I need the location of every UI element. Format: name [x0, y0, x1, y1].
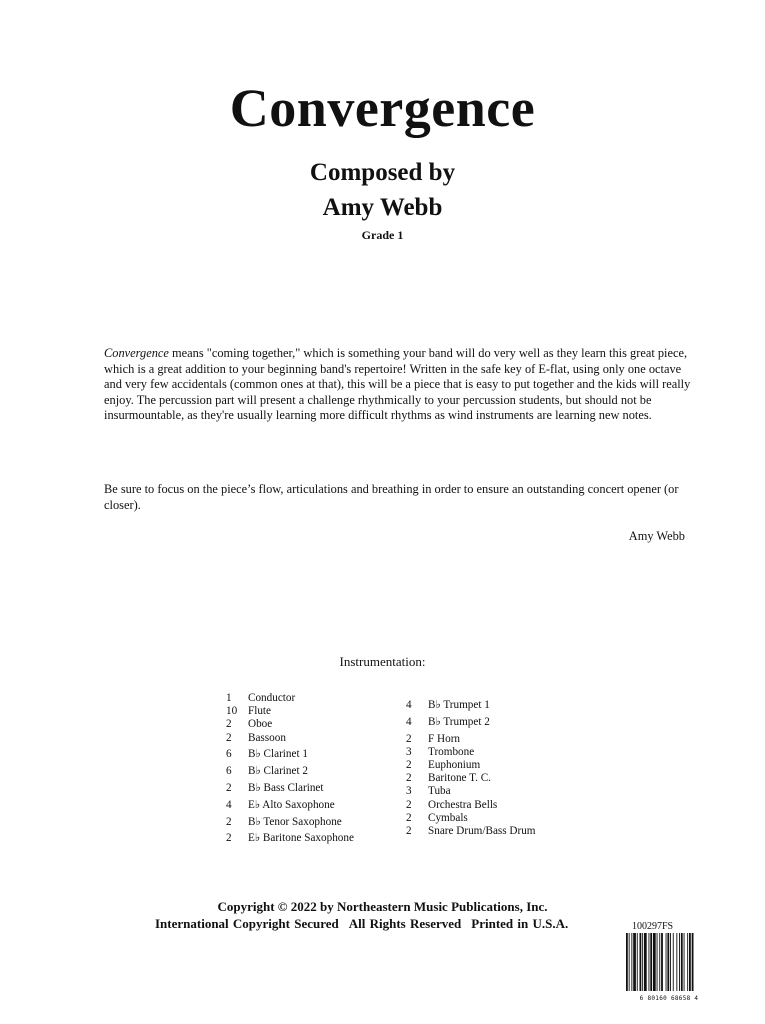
piece-title-italic: Convergence — [104, 346, 169, 360]
instrument-name: E♭ Baritone Saxophone — [248, 832, 354, 845]
instrument-quantity: 10 — [226, 705, 238, 718]
instrument-row — [406, 733, 536, 746]
instrument-row — [406, 772, 536, 785]
copyright-secured: International Copyright Secured — [155, 916, 339, 931]
instrumentation-list-right — [406, 699, 536, 838]
instrument-row — [226, 718, 354, 731]
barcode-digits: 6 80160 68658 4 — [639, 995, 699, 1002]
instrument-name: Conductor — [248, 692, 296, 704]
instrument-name: Orchestra Bells — [428, 798, 498, 811]
instrument-row — [406, 699, 536, 712]
instrument-quantity: 4 — [406, 715, 412, 728]
instrument-row — [226, 832, 354, 845]
instrument-name: Tuba — [428, 785, 451, 798]
page-title: Convergence — [229, 78, 536, 138]
composed-by-label: Composed by — [309, 159, 456, 186]
instrument-quantity: 2 — [406, 732, 412, 745]
instrument-row — [226, 692, 354, 705]
performance-notes-paragraph: Be sure to focus on the piece’s flow, articulations and breathing in order to ensure an outstanding concert opener (or closer). — [104, 482, 679, 512]
instrument-name: Baritone T. C. — [428, 772, 491, 785]
description-text: means "coming together," which is something your band will do very well as they learn this great piece, which is a great addition to your beginning band's repertoire! Written in the safe key of E-flat, using only one octave and very few accidentals (common ones at that), this will be a piece that is easy to put together and the kids will really enjoy. The percussion part will present a challenge rhythmically to your percussion students, but should not be insurmountable, as they're usually learning more difficult rhythms as wind instruments are learning new notes. — [104, 346, 691, 423]
instrument-quantity: 1 — [226, 692, 232, 704]
instrumentation-list-left — [226, 692, 354, 846]
instrument-quantity: 6 — [226, 765, 232, 778]
instrument-quantity: 4 — [406, 699, 412, 711]
instrument-row — [406, 799, 536, 812]
instrument-name: B♭ Tenor Saxophone — [248, 815, 342, 828]
instrument-row — [226, 816, 354, 829]
grade-level: Grade 1 — [361, 228, 404, 242]
instrument-quantity: 2 — [406, 811, 412, 824]
instrument-quantity: 2 — [226, 782, 232, 794]
composer-name: Amy Webb — [322, 194, 443, 221]
instrument-row — [406, 759, 536, 772]
instrument-row — [406, 716, 536, 729]
instrument-name: Bassoon — [248, 731, 286, 744]
instrument-quantity: 2 — [226, 832, 232, 845]
instrument-name: Trombone — [428, 745, 475, 758]
instrument-name: Cymbals — [428, 811, 468, 824]
instrument-row — [406, 825, 536, 838]
instrument-quantity: 6 — [226, 748, 232, 761]
instrument-name: B♭ Trumpet 1 — [428, 699, 490, 711]
instrument-name: B♭ Clarinet 1 — [248, 748, 308, 761]
rights-reserved: All Rights Reserved — [348, 916, 462, 931]
barcode-icon — [624, 933, 714, 993]
instrument-quantity: 4 — [226, 798, 232, 811]
instrument-name: Oboe — [248, 718, 273, 731]
instrument-row — [406, 746, 536, 759]
instrument-name: Euphonium — [428, 759, 481, 771]
signature: Amy Webb — [628, 529, 685, 543]
instrument-name: Flute — [248, 705, 271, 718]
instrument-quantity: 2 — [406, 759, 412, 771]
catalog-number: 100297FS — [632, 921, 674, 932]
instrument-quantity: 2 — [406, 772, 412, 785]
rights-line — [155, 916, 578, 932]
instrument-name: B♭ Clarinet 2 — [248, 765, 308, 778]
instrument-row — [226, 799, 354, 812]
instrument-quantity: 2 — [226, 815, 232, 828]
instrument-quantity: 2 — [226, 718, 232, 731]
instrument-row — [226, 732, 354, 745]
instrument-row — [226, 765, 354, 778]
instrument-quantity: 2 — [406, 798, 412, 811]
instrument-name: E♭ Alto Saxophone — [248, 798, 335, 811]
instrument-quantity: 2 — [406, 825, 412, 838]
instrument-row — [226, 705, 354, 718]
instrument-row — [226, 748, 354, 761]
instrument-row — [406, 785, 536, 798]
description-paragraph — [104, 346, 694, 424]
instrument-quantity: 2 — [226, 731, 232, 744]
instrument-name: B♭ Bass Clarinet — [248, 782, 324, 794]
copyright-notice: Copyright © 2022 by Northeastern Music Publications, Inc. — [217, 899, 548, 914]
instrument-name: B♭ Trumpet 2 — [428, 715, 490, 728]
instrument-name: F Horn — [428, 732, 461, 745]
instrument-row — [226, 782, 354, 795]
instrument-quantity: 3 — [406, 745, 412, 758]
instrument-row — [406, 812, 536, 825]
instrumentation-heading: Instrumentation: — [339, 654, 426, 669]
instrument-name: Snare Drum/Bass Drum — [428, 825, 536, 838]
printed-in: Printed in U.S.A. — [471, 916, 569, 931]
instrument-quantity: 3 — [406, 785, 412, 798]
